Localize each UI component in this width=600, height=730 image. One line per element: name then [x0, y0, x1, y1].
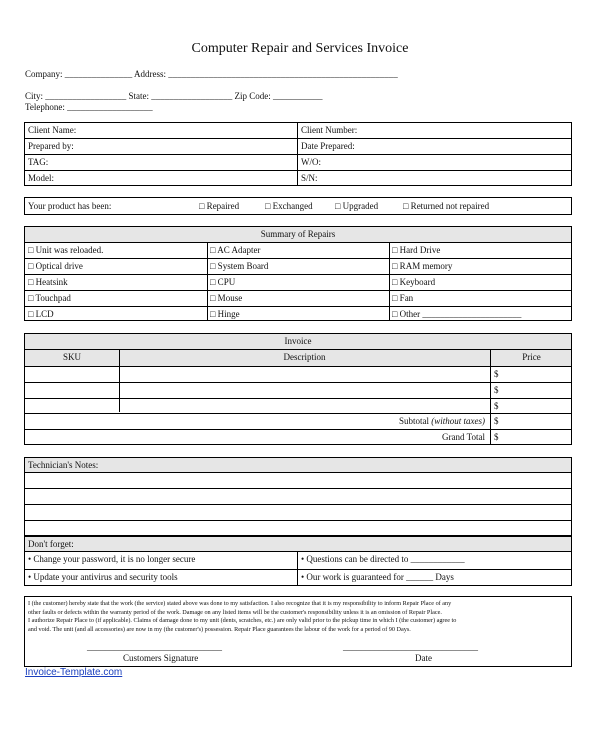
sn-label: S/N:	[301, 173, 318, 183]
product-status-label: Your product has been:	[28, 201, 112, 211]
repairs-table	[24, 226, 572, 321]
status-exchanged-checkbox[interactable]: □ Exchanged	[265, 201, 313, 211]
terms-text: I (the customer) hereby state that the work (the service) stated above was done to my satisfaction. I also recognize that it is my responsibility to inform Repair Place of any other faults or defects within the warranty period of the work. Damage on any listed items will be the customer's responsibility unless it is an omission of Repair Place. I authorize Repair Place to (if applicable). Claims of damage done to my unit (dents, scratches, etc.) are only valid prior to the pickup time in which I (the customer) agree to and void. The unit (and all accessories) are now in my (the customer's) possession. Repair Place guarantees the labour of the work for a period of 90 Days.	[28, 600, 457, 634]
tag-label: TAG:	[28, 157, 49, 167]
price-currency: $	[494, 401, 499, 411]
product-status-row	[24, 197, 572, 215]
terms-signature-box	[24, 596, 572, 667]
technician-notes-table	[24, 457, 572, 536]
reminder-item: • Questions can be directed to ____________	[301, 554, 465, 564]
price-currency: $	[494, 369, 499, 379]
repair-item[interactable]: □ Mouse	[210, 293, 243, 303]
repair-item[interactable]: □ Hard Drive	[392, 245, 441, 255]
repair-item[interactable]: □ AC Adapter	[210, 245, 261, 255]
repair-item[interactable]: □ System Board	[210, 261, 269, 271]
page-title: Computer Repair and Services Invoice	[191, 41, 409, 56]
price-header: Price	[522, 352, 541, 362]
wo-label: W/O:	[301, 157, 321, 167]
repair-item[interactable]: □ Other ______________________	[392, 309, 522, 319]
repair-item[interactable]: □ Unit was reloaded.	[28, 245, 104, 255]
reminder-item: • Change your password, it is no longer secure	[28, 554, 196, 564]
date-prepared-label: Date Prepared:	[301, 141, 355, 151]
sku-header: SKU	[62, 352, 81, 362]
grand-total-label: Grand Total	[442, 432, 485, 442]
client-info-table	[24, 122, 572, 186]
status-repaired-checkbox[interactable]: □ Repaired	[199, 201, 240, 211]
repair-item[interactable]: □ LCD	[28, 309, 54, 319]
client-name-label: Client Name:	[28, 125, 77, 135]
client-number-label: Client Number:	[301, 125, 358, 135]
dont-forget-label: Don't forget:	[28, 539, 74, 549]
repair-item[interactable]: □ Fan	[392, 293, 414, 303]
city-state-zip-line: City: __________________ State: __________________ Zip Code: ___________	[25, 91, 323, 101]
repair-item[interactable]: □ Touchpad	[28, 293, 71, 303]
reminder-item: • Update your antivirus and security tools	[28, 572, 178, 582]
repair-item[interactable]: □ Optical drive	[28, 261, 83, 271]
invoice-title: Invoice	[284, 336, 312, 346]
status-upgraded-checkbox[interactable]: □ Upgraded	[335, 201, 379, 211]
price-currency: $	[494, 432, 499, 442]
repair-item[interactable]: □ RAM memory	[392, 261, 453, 271]
status-returned-checkbox[interactable]: □ Returned not repaired	[403, 201, 490, 211]
price-currency: $	[494, 416, 499, 426]
repair-item[interactable]: □ Heatsink	[28, 277, 68, 287]
prepared-by-label: Prepared by:	[28, 141, 74, 151]
repairs-title: Summary of Repairs	[260, 229, 336, 239]
invoice-table	[24, 333, 572, 445]
repair-item[interactable]: □ Keyboard	[392, 277, 436, 287]
date-line[interactable]: ______________________________	[343, 642, 478, 652]
customer-signature-label: Customers Signature	[123, 653, 199, 663]
company-address-line: Company: _______________ Address: ___________________________________________________	[25, 69, 398, 79]
repair-item[interactable]: □ Hinge	[210, 309, 240, 319]
telephone-line: Telephone: ___________________	[25, 102, 153, 112]
signature-line[interactable]: ______________________________	[87, 642, 222, 652]
reminder-item: • Our work is guaranteed for ______ Days	[301, 572, 454, 582]
model-label: Model:	[28, 173, 54, 183]
footer-link[interactable]: Invoice-Template.com	[25, 667, 123, 678]
technician-notes-label: Technician's Notes:	[28, 460, 99, 470]
dont-forget-table	[24, 536, 572, 586]
date-label: Date	[415, 653, 432, 663]
repair-item[interactable]: □ CPU	[210, 277, 236, 287]
price-currency: $	[494, 385, 499, 395]
description-header: Description	[283, 352, 326, 362]
subtotal-label: Subtotal (without taxes)	[398, 416, 485, 426]
